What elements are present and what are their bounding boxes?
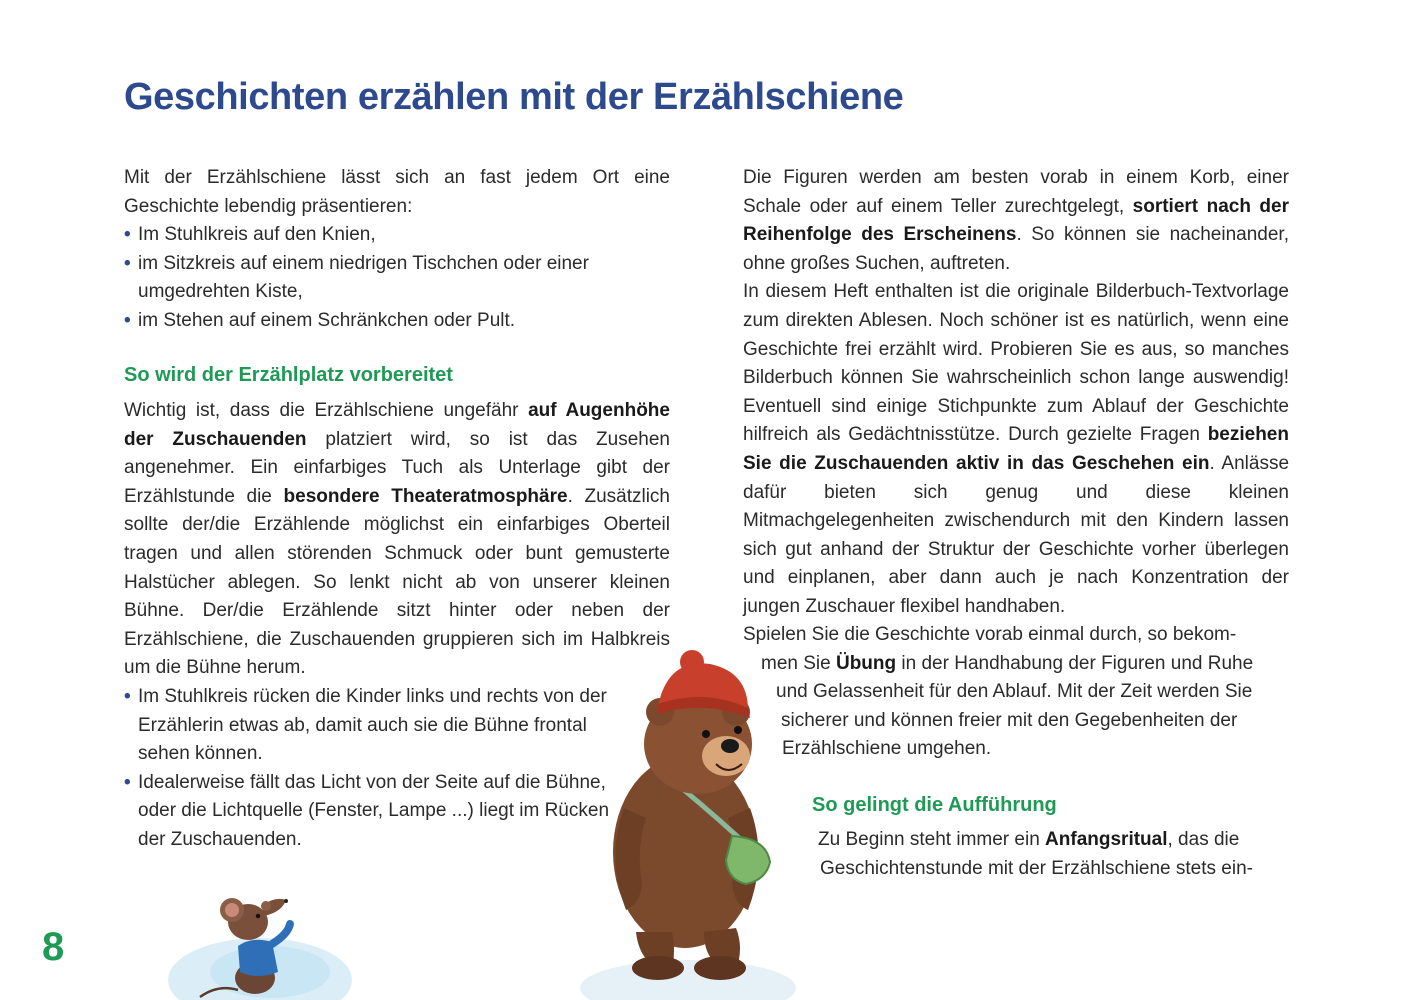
text-span: , das die <box>1167 829 1240 850</box>
list-item: • im Stehen auf einem Schränkchen oder Pult. <box>124 307 670 336</box>
text-span: . Zusätzlich sollte der/die Erzählende möglichst ein einfarbiges Oberteil tragen und allen störenden Schmuck oder bunt gemusterte Halstücher ablegen. So lenkt nicht ab von unserer kleinen Bühne. Der/die Erzählende sitzt hinter oder neben der Erzählschiene, die Zuschauenden gruppieren sich im Halbkreis um die Bühne herum. <box>124 485 670 679</box>
text-span: . Anlässe dafür bieten sich genug und diese kleinen Mitmachgelegenheiten zwischendurch mit den Kindern lassen sich gut anhand der Struktur der Geschichte vorher überlegen und einplanen, aber dann auch je nach Konzentration der jungen Zuschauer flexibel handhaben. <box>743 452 1290 617</box>
reading-paragraph <box>743 278 1289 621</box>
right-main <box>743 164 1289 622</box>
figures-paragraph <box>743 164 1289 278</box>
emphasis: sortiert nach der Reihenfolge des Erscheinens <box>743 195 1289 246</box>
bear-illustration <box>580 648 806 1000</box>
list-item: • Im Stuhlkreis rücken die Kinder links und rechts von der Erzählerin etwas ab, damit auch sie die Bühne frontal sehen können. <box>124 683 624 769</box>
performance-line <box>818 826 1289 855</box>
practice-line: sicherer und können freier mit den Gegebenheiten der <box>781 709 1238 731</box>
emphasis: besondere Theateratmosphäre <box>283 485 568 507</box>
emphasis: Anfangsritual <box>1045 829 1168 850</box>
text-span: platziert wird, so ist das Zusehen angenehmer. Ein einfarbiges Tuch als Unterlage gibt der Erzählstunde die <box>124 428 670 507</box>
list-item: • Im Stuhlkreis auf den Knien, <box>124 221 670 250</box>
tips-list <box>124 683 624 855</box>
practice-line: Erzählschiene umgehen. <box>782 738 992 760</box>
text-span: Zu Beginn steht immer ein <box>818 829 1046 850</box>
section-heading-erzaehlplatz: So wird der Erzählplatz vorbereitet <box>124 364 453 386</box>
text-span: Die Figuren werden am besten vorab in einem Korb, einer Schale oder auf einem Teller zurechtgelegt, <box>743 167 1289 217</box>
practice-line: Spielen Sie die Geschichte vorab einmal durch, so bekom- <box>743 624 1237 645</box>
mouse-illustration <box>160 872 360 1000</box>
list-item: • Idealerweise fällt das Licht von der Seite auf die Bühne, oder die Lichtquelle (Fenster, Lampe ...) liegt im Rücken der Zuschauenden. <box>124 769 624 855</box>
left-section1 <box>124 397 670 683</box>
text-span: men Sie <box>761 652 836 674</box>
text-span: Wichtig ist, dass die Erzählschiene ungefähr <box>124 400 529 421</box>
section-heading-auffuehrung: So gelingt die Aufführung <box>812 794 1057 816</box>
text-span: In diesem Heft enthalten ist die originale Bilderbuch-Textvorlage zum direkten Ablesen. Noch schöner ist es natürlich, wenn eine Geschichte frei erzählt wird. Probieren Sie es aus, so manches Bilderbuch können Sie wahrscheinlich schon lange auswendig! Eventuell sind einige Stichpunkte zum Ablauf der Geschichte hilfreich als Gedächtnisstütze. Durch gezielte Fragen <box>743 281 1289 446</box>
left-tips <box>124 683 624 855</box>
list-item: • im Sitzkreis auf einem niedrigen Tischchen oder einer umgedrehten Kiste, <box>124 250 670 307</box>
practice-line <box>761 650 1289 679</box>
emphasis: beziehen Sie die Zuschauenden aktiv in das Geschehen ein <box>743 424 1289 474</box>
text-span: in der Handhabung der Figuren und Ruhe <box>896 652 1254 674</box>
intro-paragraph: Mit der Erzählschiene lässt sich an fast jedem Ort eine Geschichte lebendig präsentieren: <box>124 167 670 217</box>
right-performance <box>818 826 1289 883</box>
emphasis: Übung <box>835 652 897 674</box>
page-number: 8 <box>42 925 65 969</box>
practice-line: und Gelassenheit für den Ablauf. Mit der Zeit werden Sie <box>776 681 1253 703</box>
right-practice <box>743 621 1289 764</box>
text-span: . So können sie nacheinander, ohne großes Suchen, auftreten. <box>743 224 1289 274</box>
page-title: Geschichten erzählen mit der Erzählschiene <box>124 76 904 118</box>
left-intro <box>124 164 670 336</box>
erzaehlplatz-paragraph <box>124 397 670 683</box>
performance-line: Geschichtenstunde mit der Erzählschiene stets ein- <box>820 857 1253 879</box>
places-list <box>124 221 670 335</box>
emphasis: auf Augenhöhe der Zuschauenden <box>124 400 670 450</box>
